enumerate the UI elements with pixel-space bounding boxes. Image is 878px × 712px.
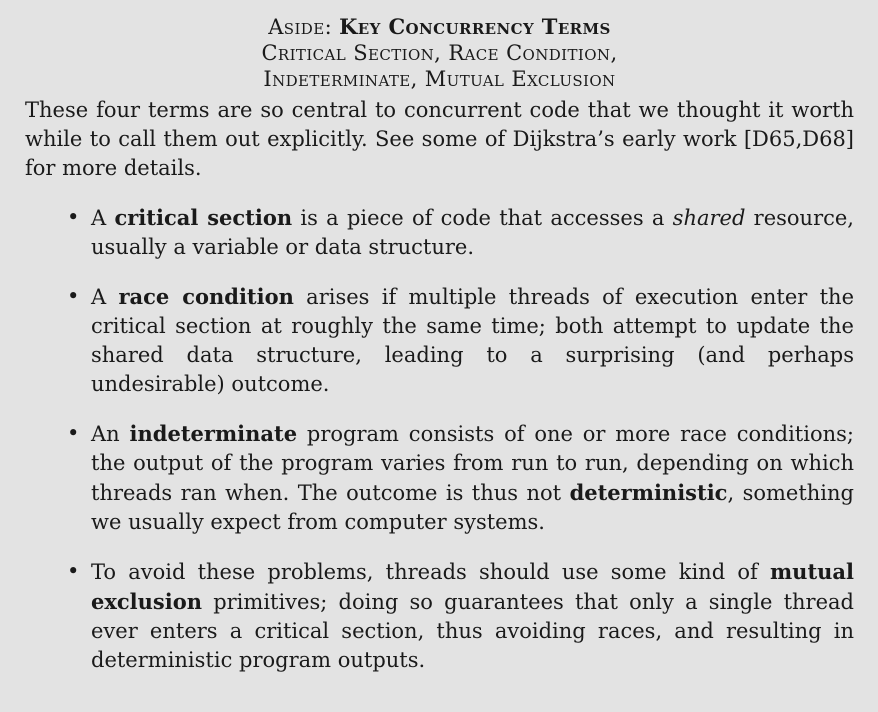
item-text: A <box>91 285 119 309</box>
aside-heading-prefix: Aside: <box>268 15 340 39</box>
item-text: is a piece of code that accesses a <box>292 206 673 230</box>
term-mutual-exclusion: mutual exclusion <box>91 559 854 614</box>
item-text: arises if multiple threads of execution enter the critical section at roughly the same time; both attempt to update the shared data structure, leading to a surprising (and perhaps undesirable) outcome. <box>91 285 855 396</box>
item-text: , something we usually expect from computer systems. <box>91 481 854 534</box>
list-item-critical-section <box>25 203 854 262</box>
term-indeterminate: indeterminate <box>129 421 298 446</box>
list-item-race-condition <box>25 282 854 399</box>
item-text: To avoid these problems, threads should use some kind of <box>91 560 770 584</box>
list-item-mutual-exclusion <box>25 557 854 675</box>
item-text: program consists of one or more race conditions; the output of the program varies from run to run, depending on which threads ran when. The outcome is thus not <box>91 422 854 505</box>
item-text: primitives; doing so guarantees that only a single thread ever enters a critical section, thus avoiding races, and resulting in deterministic program outputs. <box>91 590 854 672</box>
aside-subtitle-line-1: Critical Section, Race Condition, <box>261 41 618 65</box>
aside-heading-bold: Key Concurrency Terms <box>339 14 611 39</box>
bullet-icon: • <box>67 421 80 445</box>
bullet-icon: • <box>67 284 80 308</box>
aside-subtitle-line-2: Indeterminate, Mutual Exclusion <box>263 67 616 91</box>
aside-heading <box>25 14 854 40</box>
bullet-icon: • <box>67 559 80 583</box>
terms-list <box>25 203 854 675</box>
bullet-icon: • <box>67 205 80 229</box>
intro-paragraph: These four terms are so central to concurrent code that we thought it worth while to call them out explicitly. See some of Dijkstra’s early work [D65,D68] for more details. <box>25 98 854 180</box>
emphasis-shared: shared <box>672 206 746 230</box>
item-text: resource, usually a variable or data structure. <box>91 206 854 259</box>
item-text: An <box>91 422 130 446</box>
item-text: A <box>91 206 115 230</box>
list-item-indeterminate <box>25 419 854 537</box>
term-race-condition: race condition <box>118 284 294 309</box>
term-critical-section: critical section <box>114 205 293 230</box>
term-deterministic: deterministic <box>569 480 728 505</box>
